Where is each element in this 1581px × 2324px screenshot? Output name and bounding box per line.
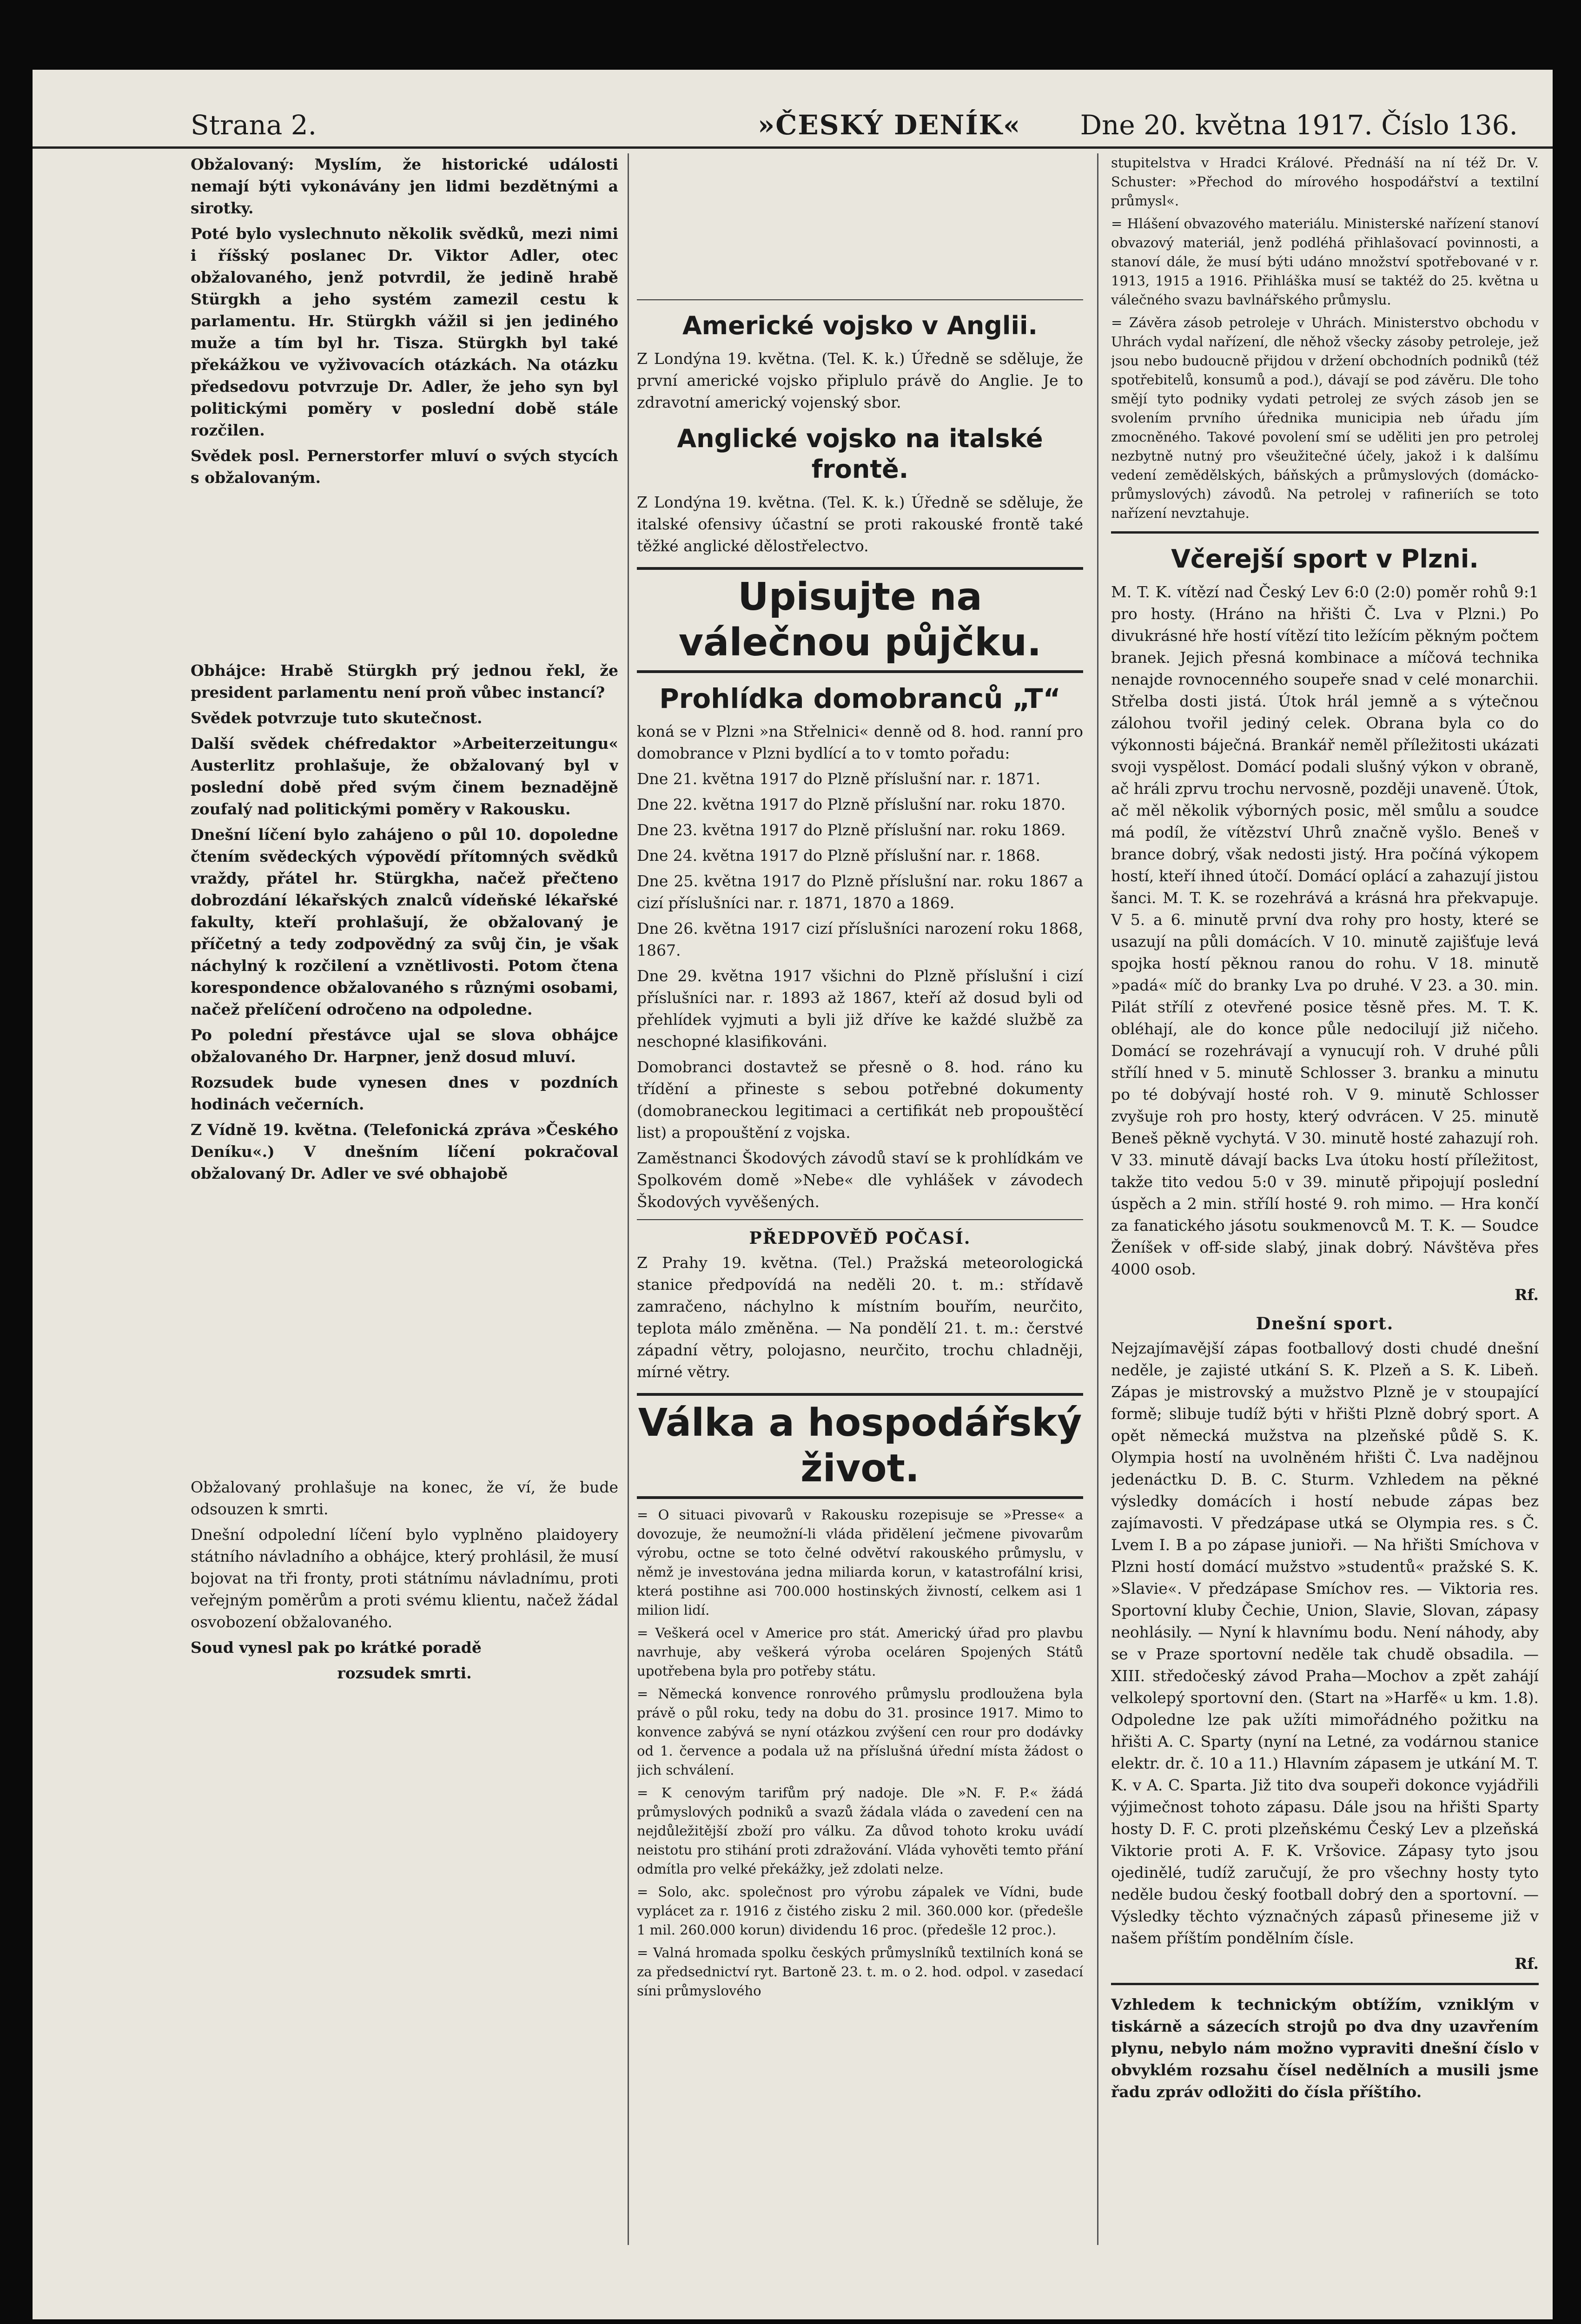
page-number: Strana 2. — [191, 109, 317, 141]
paragraph: Dnešní odpolední líčení bylo vyplněno plaidoyery státního návladního a obhájce, který prohlásil, že musí bojovat na tři fronty, proti státnímu návladnímu, proti veřejným poměrům a proti svému klientu, načež žádal osvobození obžalovaného. — [191, 1525, 618, 1631]
paragraph: = Německá konvence ronrového průmyslu prodloužena byla právě o půl roku, tedy na dobu do 31. prosince 1917. Mimo to konvence zabývá se nyní otázkou zvýšení cen rour pro dodávky od 1. července a podala už na příslušná úřední místa žádost o jich schválení. — [637, 1686, 1083, 1778]
headline: Anglické vojsko na italské frontě. — [677, 424, 1043, 484]
paragraph: koná se v Plzni »na Střelnici« denně od 8. hod. ranní pro domobrance v Plzni bydlící a to v tomto pořadu: — [637, 722, 1083, 762]
divider — [637, 1219, 1083, 1220]
editorial-notice: Vzhledem k technickým obtížím, vzniklým v tiskárně a sázecích strojů po dva dny uzavřením plynu, nebylo nám možno vypraviti dnešní číslo v obvyklém rozsahu čísel nedělních a musili jsme řadu zpráv odložiti do čísla příštího. — [1111, 1995, 1539, 2101]
column-3 — [1111, 153, 1539, 2310]
paragraph: Rozsudek bude vynesen dnes v pozdních hodinách večerních. — [191, 1073, 618, 1113]
paragraph: Z Londýna 19. května. (Tel. K. k.) Úředně se sděluje, že italské ofensivy účastní se proti rakouské frontě také těžké anglické dělostřelectvo. — [637, 493, 1083, 555]
schedule-item: Dne 29. května 1917 všichni do Plzně příslušní i cizí příslušníci nar. r. 1893 až 1867, kteří až dosud byli od přehlídek vyjmuti a byli již dříve ke každé službě za neschopné klasifikováni. — [637, 967, 1083, 1050]
paragraph: Soud vynesl pak po krátké poradě — [191, 1638, 482, 1657]
column-1 — [191, 153, 618, 2310]
headline: Americké vojsko v Anglii. — [682, 311, 1038, 340]
paragraph: Z Londýna 19. května. (Tel. K. k.) Úředně se sděluje, že první americké vojsko připlulo právě do Anglie. Je to zdravotní americký vojenský sbor. — [637, 350, 1083, 411]
paragraph: Nejzajímavější zápas footballový dosti chudé dnešní neděle, je zajisté utkání S. K. Plzeň a S. K. Libeň. Zápas je mistrovský a mužstvo Plzně je v stoupající formě; slibuje tudíž býti v hřišti Plzně dobrý sport. A opět německá mužstva na plzeňské půdě S. K. Olympia hostí na uvolněném hřišti Č. Lva nadějnou jedenáctku D. B. C. Sturm. Vzhledem na pěkné výsledky domácích i hostí nebude zápas bez zajímavosti. V předzápase utká se Olympia res. s Č. Lvem I. B a po zápase junioři. — Na hřišti Smíchova v Plzni hostí domácí mužstvo »studentů« pražské S. K. »Slavie«. V předzápase Smíchov res. — Viktoria res. Sportovní kluby Čechie, Union, Slavie, Slovan, zápasy neohlásily. — Nyní k hlavnímu bodu. Není náhody, aby se v Praze sportovní neděle tak chudě obsadila. — XIII. středočeský závod Praha—Mochov a zpět zahájí velkolepý sportovní den. (Start na »Harfě« u km. 1.8). Odpoledne lze pak užíti mimořádného požitku na hřišti A. C. Sparty (nyní na Letné, za vodárnou stanice elektr. dr. č. 10 a 11.) Hlavním zápasem je utkání M. T. K. v A. C. Sparta. Již tito dva soupeři dokonce vyjádřili výjimečnost tohoto zápasu. Dále jsou na hřišti Sparty hosty D. F. C. proti plzeňskému Český Lev a plzeňská Viktorie proti A. F. K. Vršovice. Zápasy tyto jsou ojedinělé, tudíž zaručují, že pro všechny hosty tyto neděle budou český football dobrý den a sportovní. — Výsledky těchto význačných zápasů přineseme již v našem příštím pondělním čísle. — [1111, 1339, 1539, 1947]
paragraph: = Valná hromada spolku českých průmyslníků textilních koná se za předsednictví ryt. Bartoně 23. t. m. o 2. hod. odpol. v zasedací síni průmyslového — [637, 1945, 1083, 1999]
paragraph: = Solo, akc. společnost pro výrobu zápalek ve Vídni, bude vyplácet za r. 1916 z čistého zisku 2 mil. 360.000 kor. (předešle 1 mil. 260.000 korun) dividendu 16 proc. (předešle 12 proc.). — [637, 1884, 1083, 1938]
censored-blank — [191, 1188, 618, 1476]
schedule-item: Dne 22. května 1917 do Plzně příslušní nar. roku 1870. — [637, 795, 1066, 813]
schedule-item: Dne 26. května 1917 cizí příslušníci narození roku 1868, 1867. — [637, 919, 1083, 959]
paragraph: Z Prahy 19. května. (Tel.) Pražská meteorologická stanice předpovídá na neděli 20. t. m.: střídavě zamračeno, náchylno k místním bouřím, neurčito, teplota málo změněna. — Na pondělí 21. t. m.: čerstvé západní větry, polojasno, neurčito, trochu chladněji, mírné větry. — [637, 1254, 1083, 1381]
paragraph: = O situaci pivovarů v Rakousku rozepisuje se »Presse« a dovozuje, že neumožní-li vláda přidělení ječmene pivovarům výrobu, octne se toto čelné odvětví rakouského průmyslu, v němž je investována jedna miliarda korun, v katastrofální krisi, která postihne asi 700.000 hostinských živností, celkem asi 1 milion lidí. — [637, 1507, 1083, 1618]
schedule-item: Dne 25. května 1917 do Plzně příslušní nar. roku 1867 a cizí příslušníci nar. r. 1871, 1870 a 1869. — [637, 872, 1083, 912]
schedule-item: Dne 24. května 1917 do Plzně příslušní nar. r. 1868. — [637, 846, 1041, 865]
paragraph: Domobranci dostavtež se přesně o 8. hod. ráno ku třídění a přineste s sebou potřebné dokumenty (domobraneckou legitimaci a certifikát neb propouštěcí list) a propouštění z vojska. — [637, 1058, 1083, 1142]
paragraph: Svědek posl. Pernerstorfer mluví o svých stycích s obžalovaným. — [191, 447, 618, 487]
headline-war-loan: Upisujte na válečnou půjčku. — [637, 567, 1083, 673]
paragraph: = Veškerá ocel v Americe pro stát. Americký úřad pro plavbu navrhuje, aby veškerá výroba oceláren Spojených Států upotřebena byla pro potřeby státu. — [637, 1625, 1083, 1679]
paragraph: = K cenovým tarifům prý nadoje. Dle »N. F. P.« žádá průmyslových podniků a svazů žádala vláda o zavedení cen na nejdůležitější zboží pro válku. Za důvod tohoto kroku uvádí neistotu pro stihání proti zdražování. Vláda vyhověti temto přání odmítla pro velké překážky, jež zdolati nelze. — [637, 1785, 1083, 1877]
paragraph: = Hlášení obvazového materiálu. Ministerské nařízení stanoví obvazový materiál, jenž podléhá přihlašovací povinnosti, a stanoví dále, že musí býti udáno množství spotřebované v r. 1913, 1915 a 1916. Přihláška musí se taktéž do 25. května u válečného svazu bavlnářského průmyslu. — [1111, 216, 1539, 308]
weather-heading: PŘEDPOVĚĎ POČASÍ. — [749, 1228, 971, 1248]
schedule-item: Dne 21. května 1917 do Plzně příslušní nar. r. 1871. — [637, 770, 1041, 788]
paragraph: Z Vídně 19. května. (Telefonická zpráva »Českého Deníku«.) V dnešním líčení pokračoval obžalovaný Dr. Adler ve své obhajobě — [191, 1121, 618, 1182]
paragraph: Obhájce: Hrabě Stürgkh prý jednou řekl, že president parlamentu není proň vůbec instancí? — [191, 661, 618, 701]
masthead: »ČESKÝ DENÍK« — [758, 109, 1021, 141]
column-2 — [637, 153, 1083, 2310]
subheading: Dnešní sport. — [1256, 1314, 1394, 1334]
headline: Prohlídka domobranců „T“ — [659, 683, 1061, 714]
paragraph: Obžalovaný: Myslím, že historické události nemají býti vykonávány jen lidmi bezdětnými a sirotky. — [191, 155, 618, 217]
paragraph: stupitelstva v Hradci Králové. Přednáší na ní též Dr. V. Schuster: »Přechod do mírového hospodářství a textilní průmysl«. — [1111, 155, 1539, 209]
economy-section — [637, 1505, 1083, 2000]
paragraph: = Závěra zásob petroleje v Uhrách. Ministerstvo obchodu v Uhrách vydal nařízení, dle něhož všecky zásoby petroleje, jež jsou nebo budoucně přijdou v držení obchodních podniků (též spotřebitelů, konsumů a pod.), dávají se pod závěru. Dle toho smějí tyto podniky vydati petrolej ze svých zásob jen se svolením prvního úřednika municipia neb úřadu jím zmocněného. Takové povolení smí se uděliti jen pro petrolej nezbytně nutný pro všeužitečné účely, jakož i k dalšímu vedení zemědělských, báňských a průmyslových (domácko-průmyslových) závodů. Na petrolej v rafineriích se toto nařízení nevztahuje. — [1111, 315, 1539, 521]
author-signature: Rf. — [1515, 1286, 1539, 1304]
censored-blank — [191, 492, 618, 660]
column-divider — [628, 153, 629, 2245]
censored-blank — [637, 153, 1083, 293]
paragraph: Další svědek chéfredaktor »Arbeiterzeitungu« Austerlitz prohlašuje, že obžalovaný byl v poslední době před svým činem beznadějně zoufalý nad politickými poměry v Rakousku. — [191, 734, 618, 818]
author-signature: Rf. — [1515, 1954, 1539, 1973]
column-divider — [1097, 153, 1098, 2245]
headline-economy: Válka a hospodářský život. — [637, 1393, 1083, 1499]
schedule-item: Dne 23. května 1917 do Plzně příslušní nar. roku 1869. — [637, 821, 1066, 839]
paragraph: Dnešní líčení bylo zahájeno o půl 10. dopoledne čtením svědeckých výpovědí přítomných svědků vraždy, přátel hr. Stürgkha, načež přečteno dobrozdání lékařských znalců vídeňské lékařské fakulty, kteří prohlašují, že obžalovaný je příčetný a tedy zodpovědný za svůj čin, je však náchylný k rozčilení a vznětlivosti. Potom čtena korespondence obžalovaného s různými osobami, načež přelíčení odročeno na odpoledne. — [191, 825, 618, 1018]
paragraph: Poté bylo vyslechnuto několik svědků, mezi nimi i říšský poslanec Dr. Viktor Adler, otec obžalovaného, jenž potvrdil, že jedině hrabě Stürgkh a jeho systém zamezil cestu k parlamentu. Hr. Stürgkh vážil si jen jediného muže a tím byl hr. Tisza. Stürgkh byl také překážkou ve vyživovacích otázkách. Na otázku předsedovu potvrzuje Dr. Adler, že jeho syn byl politickými poměry v poslední době stále rozčilen. — [191, 224, 618, 439]
paragraph: Po polední přestávce ujal se slova obhájce obžalovaného Dr. Harpner, jenž dosud mluví. — [191, 1026, 618, 1066]
paragraph: Svědek potvrzuje tuto skutečnost. — [191, 709, 483, 727]
paragraph: M. T. K. vítězí nad Český Lev 6:0 (2:0) poměr rohů 9:1 pro hosty. (Hráno na hřišti Č. Lva v Plzni.) Po divukrásné hře hostí vítězí tito ležícím pěkným počtem branek. Jejich přesná kombinace a míčová technika nenajde rovnocenného soupeře snad v celé monarchii. Střelba dosti jistá. Útok hrál jemně a s výtečnou zálohou tvořil jediný celek. Obrana byla co do výkonnosti báječná. Brankář neměl příležitosti ukázati svoji vyspělost. Domácí podali slušný výkon v obraně, ač hráli zprvu trochu nervosně, později unaveně. Útok, ač měl několik výborných posic, měl smůlu a soudce má podíl, že vítězství Uhrů značně vyšlo. Beneš v brance dobrý, však nedosti jistý. Hra počíná výkopem hostí, kteří ihned útočí. Domácí oplácí a zahazují jistou šanci. M. T. K. se rozehrává a krásná hra překvapuje. V 5. a 6. minutě první dva rohy pro hosty, které se usazují na půli domácích. V 10. minutě zajišťuje levá spojka hostí pěknou ranou do rohu. V 18. minutě »padá« míč do branky Lva po druhé. V 23. a 30. min. Pilát střílí z otevřené posice těsně přes. M. T. K. obléhají, ale do konce půle nedocilují již ničeho. Domácí se rozehrávají a vynucují roh. V druhé půli střílí hned v 5. minutě Schlosser 3. branku a minutu po té dobývají hosté roh. V 9. minutě Schlosser zvyšuje roh pro hosty, který odvrácen. V 25. minutě Beneš pěkně vychytá. V 30. minutě hosté zahazují roh. V 33. minutě dávají backs Lva útoku hostí příležitost, takže tito vedou 5:0 v 39. minutě připojují poslední úspěch a 2 min. střílí hosté 9. roh mimo. — Hra končí za fanatického jásotu soukmenovců M. T. K. — Soudce Ženíšek v off-side slabý, jinak dobrý. Návštěva přes 4000 osob. — [1111, 583, 1539, 1278]
newspaper-page — [33, 70, 1553, 2319]
paragraph: Zaměstnanci Škodových závodů staví se k prohlídkám ve Spolkovém domě »Nebe« dle vyhlášek v závodech Škodových vyvěšených. — [637, 1149, 1083, 1211]
issue-date: Dne 20. května 1917. Číslo 136. — [1080, 109, 1518, 141]
page-header — [33, 95, 1553, 149]
divider — [1111, 531, 1539, 534]
headline-sport: Včerejší sport v Plzni. — [1171, 544, 1479, 574]
paragraph: Obžalovaný prohlašuje na konec, že ví, že bude odsouzen k smrti. — [191, 1478, 618, 1518]
divider — [637, 299, 1083, 300]
verdict: rozsudek smrti. — [337, 1664, 472, 1682]
economy-continued — [1111, 153, 1539, 523]
divider — [1111, 1983, 1539, 1985]
